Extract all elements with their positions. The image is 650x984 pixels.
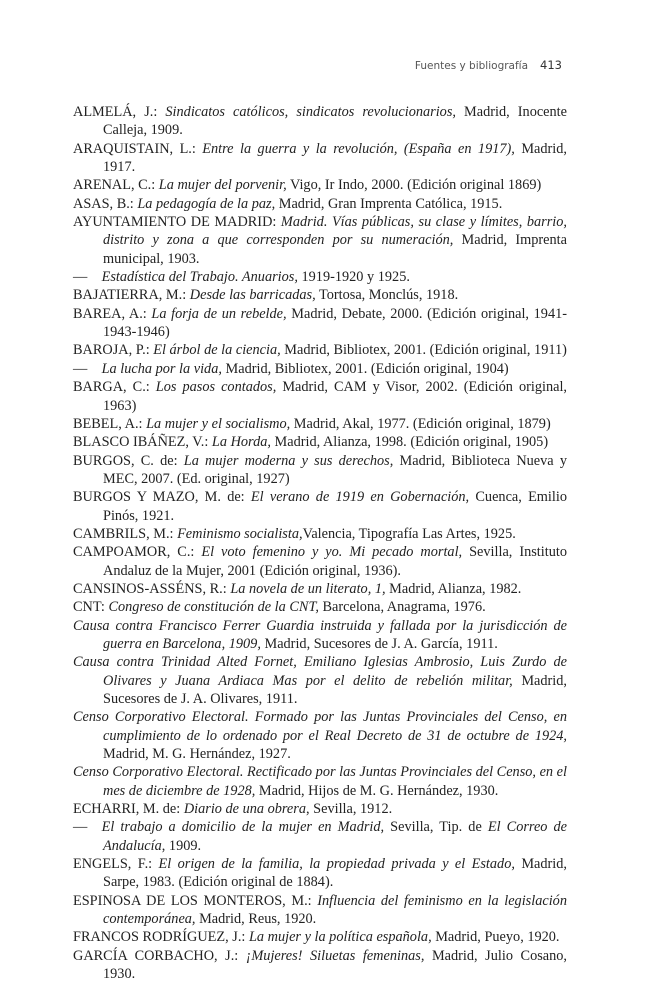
entry-title: El verano de 1919 en Gobernación, <box>250 489 470 506</box>
entry-text: Madrid, Debate, 2000. (Edición original, 1941-1943-1946) <box>103 305 567 341</box>
entry-title: El origen de la familia, la propiedad privada y el Estado, <box>158 856 515 873</box>
bibliography-entry <box>73 415 567 433</box>
entry-text: Madrid, M. G. Hernández, 1927. <box>103 746 291 763</box>
entry-text: GARCÍA CORBACHO, J.: <box>73 947 246 964</box>
entry-title: Congreso de constitución de la CNT, <box>108 599 319 616</box>
bibliography-entry <box>73 213 567 268</box>
entry-text: 1919-1920 y 1925. <box>297 269 410 286</box>
entry-text: Tortosa, Monclús, 1918. <box>315 287 459 304</box>
entry-text: Madrid, Reus, 1920. <box>195 911 317 928</box>
bibliography-entry <box>73 360 567 378</box>
bibliography-entry <box>73 286 567 304</box>
bibliography-entry <box>73 653 567 708</box>
entry-title: La novela de un literato, 1, <box>230 580 386 597</box>
bibliography-entry <box>73 580 567 598</box>
entry-text: ESPINOSA DE LOS MONTEROS, M.: <box>73 892 318 909</box>
entry-text: Madrid, Alianza, 1998. (Edición original, 1905) <box>270 434 549 451</box>
entry-title: La mujer moderna y sus derechos, <box>183 452 394 469</box>
entry-text: CANSINOS-ASSÉNS, R.: <box>73 580 231 597</box>
bibliography-entry <box>73 341 567 359</box>
entry-title: Diario de una obrera <box>183 801 306 818</box>
entry-text: Madrid, Sarpe, 1983. (Edición original de 1884). <box>103 856 567 891</box>
bibliography-entry <box>73 378 567 415</box>
bibliography-entry <box>73 176 567 194</box>
entry-text: , 1909. <box>161 837 202 854</box>
bibliography-entry <box>73 452 567 489</box>
entry-text: Vigo, Ir Indo, 2000. (Edición original 1869) <box>286 177 542 194</box>
entry-text: Madrid, Bibliotex, 2001. (Edición original, 1911) <box>280 342 567 359</box>
entry-title: El Correo de Andalucía <box>103 819 568 854</box>
entry-title: Causa contra Francisco Ferrer Guardia instruida y fallada por la jurisdicción de guerra en Barcelona, 1909, <box>73 617 567 652</box>
bibliography-entry <box>73 892 567 929</box>
entry-title: Los pasos contados, <box>155 379 277 396</box>
entry-text: BURGOS Y MAZO, M. de: <box>73 489 251 506</box>
entry-text: BURGOS, C. de: <box>73 452 184 469</box>
bibliography-entry <box>73 708 567 763</box>
bibliography-list <box>73 103 567 984</box>
bibliography-entry <box>73 305 567 342</box>
entry-title: Sindicatos católicos, sindicatos revolucionarios, <box>165 104 456 120</box>
entry-text: BEBEL, A.: <box>73 415 147 432</box>
section-title: Fuentes y bibliografía <box>414 60 529 72</box>
entry-text: — <box>73 269 102 286</box>
bibliography-entry <box>73 140 567 177</box>
bibliography-entry <box>73 763 567 800</box>
entry-title: La mujer del porvenir, <box>158 177 287 194</box>
entry-text: Madrid, Gran Imprenta Católica, 1915. <box>275 195 503 212</box>
bibliography-entry <box>73 103 567 140</box>
entry-title: Desde las barricadas, <box>189 287 316 304</box>
entry-title: La Horda, <box>211 434 271 451</box>
entry-title: Influencia del feminismo en la legislación contemporánea, <box>103 892 567 928</box>
bibliography-entry <box>73 525 567 543</box>
entry-text: ECHARRI, M. de: <box>73 801 184 818</box>
entry-title: El trabajo a domicilio de la mujer en Madrid, <box>101 819 385 836</box>
bibliography-entry <box>73 488 567 525</box>
entry-text: Madrid, CAM y Visor, 2002. (Edición original, 1963) <box>103 379 568 414</box>
entry-title: La lucha por la vida, <box>101 360 222 377</box>
entry-text: BAROJA, P.: <box>73 342 154 359</box>
entry-title: Causa contra Trinidad Alted Fornet, Emiliano Iglesias Ambrosio, Luis Zurdo de Olivares y Juana Ardiaca Mas por el delito de rebelión militar, <box>73 654 567 689</box>
entry-title: Entre la guerra y la revolución, (España en 1917), <box>202 140 515 157</box>
entry-title: La mujer y el socialismo, <box>146 415 291 432</box>
running-header <box>415 58 562 72</box>
entry-title: Censo Corporativo Electoral. Rectificado por las Juntas Provinciales del Censo, en el mes de diciembre de 1928, <box>73 764 567 799</box>
entry-text: Madrid, Sucesores de J. A. Olivares, 1911. <box>103 672 567 707</box>
entry-text: ARENAL, C.: <box>73 177 159 194</box>
bibliography-entry <box>73 617 567 654</box>
entry-text: BAJATIERRA, M.: <box>73 287 190 304</box>
entry-text: Madrid, Pueyo, 1920. <box>431 929 560 946</box>
entry-text: FRANCOS RODRÍGUEZ, J.: <box>73 929 249 946</box>
entry-text: Madrid, Bibliotex, 2001. (Edición original, 1904) <box>221 360 509 377</box>
entry-text: Madrid, Julio Cosano, 1930. <box>103 947 568 983</box>
bibliography-entry <box>73 855 567 892</box>
entry-text: CNT: <box>73 599 109 616</box>
entry-text: — <box>73 819 102 836</box>
entry-title: ¡Mujeres! Siluetas femeninas, <box>245 947 425 964</box>
entry-title: El árbol de la ciencia, <box>153 342 281 359</box>
entry-text: ALMELÁ, J.: <box>73 104 166 120</box>
bibliography-entry <box>73 433 567 451</box>
bibliography-entry <box>73 268 567 286</box>
bibliography-entry <box>73 818 567 855</box>
entry-text: Cuenca, Emilio Pinós, 1921. <box>103 489 567 524</box>
entry-text: CAMPOAMOR, C.: <box>73 544 202 561</box>
page-number: 413 <box>540 58 562 72</box>
entry-text: Madrid, Imprenta municipal, 1903. <box>103 232 567 267</box>
entry-text: Barcelona, Anagrama, 1976. <box>318 599 486 616</box>
entry-title: Madrid. Vías públicas, su clase y límites, barrio, distrito y zona a que corresponden por su numeración, <box>103 214 567 249</box>
entry-title: El voto femenino y yo. Mi pecado mortal, <box>201 544 463 561</box>
entry-text: BLASCO IBÁÑEZ, V.: <box>73 434 212 451</box>
entry-title: Censo Corporativo Electoral. Formado por las Juntas Provinciales del Censo, en cumplimiento de lo ordenado por el Real Decreto de 31 de octubre de 1924, <box>73 709 567 744</box>
entry-title: La mujer y la política española, <box>248 929 432 946</box>
entry-text: ASAS, B.: <box>73 195 138 212</box>
entry-title: Estadística del Trabajo. Anuarios, <box>101 269 298 286</box>
entry-title: Feminismo socialista, <box>177 525 303 542</box>
entry-text: ENGELS, F.: <box>73 856 159 873</box>
bibliography-entry <box>73 543 567 580</box>
entry-text: Madrid, Akal, 1977. (Edición original, 1879) <box>290 415 551 432</box>
entry-text: CAMBRILS, M.: <box>73 525 178 542</box>
entry-text: , Sevilla, 1912. <box>306 801 393 818</box>
entry-title: La forja de un rebelde, <box>151 305 287 322</box>
entry-text: ARAQUISTAIN, L.: <box>73 140 203 157</box>
entry-text: Madrid, Hijos de M. G. Hernández, 1930. <box>255 782 499 799</box>
entry-text: Sevilla, Tip. de <box>384 819 488 836</box>
entry-text: Madrid, 1917. <box>103 140 567 176</box>
entry-text: BARGA, C.: <box>73 379 156 396</box>
bibliography-entry <box>73 195 567 213</box>
bibliography-entry <box>73 928 567 946</box>
entry-text: Sevilla, Instituto Andaluz de la Mujer, 2001 (Edición original, 1936). <box>103 544 567 579</box>
entry-text: — <box>73 360 102 377</box>
entry-text: BAREA, A.: <box>73 305 152 322</box>
entry-text: AYUNTAMIENTO DE MADRID: <box>73 214 281 231</box>
entry-text: Madrid, Biblioteca Nueva y MEC, 2007. (Ed. original, 1927) <box>103 452 567 487</box>
entry-text: Madrid, Inocente Calleja, 1909. <box>103 104 567 139</box>
bibliography-entry <box>73 947 567 984</box>
bibliography-entry <box>73 800 567 818</box>
entry-text: Madrid, Alianza, 1982. <box>385 580 522 597</box>
entry-text: Valencia, Tipografía Las Artes, 1925. <box>302 525 516 542</box>
entry-text: Madrid, Sucesores de J. A. García, 1911. <box>260 635 498 652</box>
bibliography-entry <box>73 598 567 616</box>
entry-title: La pedagogía de la paz, <box>137 195 276 212</box>
